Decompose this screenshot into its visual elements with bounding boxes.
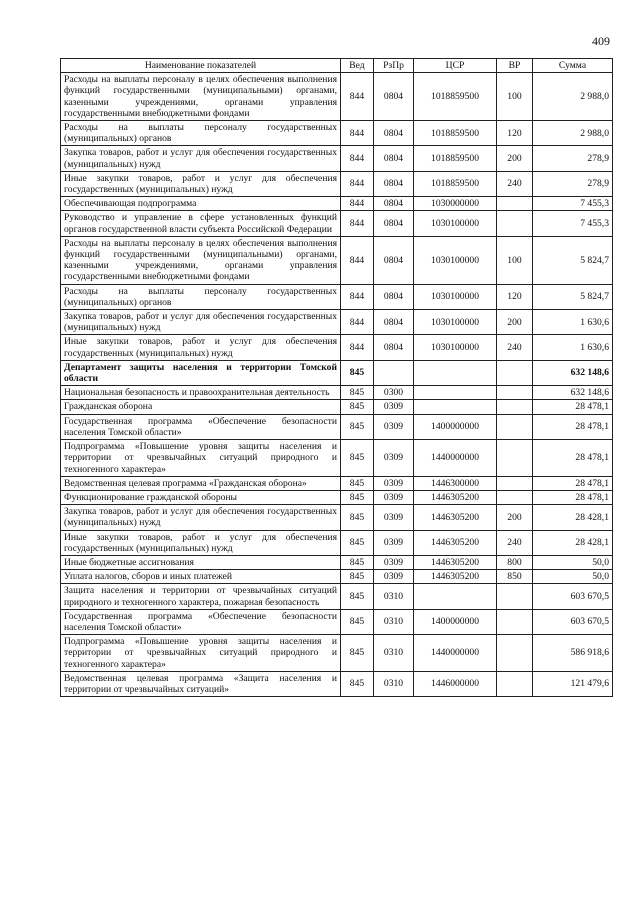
header-ved: Вед bbox=[341, 59, 374, 73]
cell-sum: 586 918,6 bbox=[533, 635, 613, 672]
table-row bbox=[61, 476, 613, 490]
cell-sum: 50,0 bbox=[533, 570, 613, 584]
cell-csr bbox=[414, 400, 497, 414]
cell-sum: 28 478,1 bbox=[533, 490, 613, 504]
table-row bbox=[61, 530, 613, 555]
cell-vr: 200 bbox=[497, 505, 533, 530]
cell-name: Иные закупки товаров, работ и услуг для обеспечения государственных (муниципальных) нужд bbox=[61, 530, 341, 555]
cell-sum: 2 988,0 bbox=[533, 121, 613, 146]
cell-sum: 28 428,1 bbox=[533, 530, 613, 555]
cell-ved: 845 bbox=[341, 440, 374, 477]
cell-sum: 5 824,7 bbox=[533, 236, 613, 284]
cell-vr bbox=[497, 490, 533, 504]
cell-rzpr: 0309 bbox=[374, 530, 414, 555]
table-row bbox=[61, 635, 613, 672]
table-row bbox=[61, 284, 613, 309]
cell-name: Расходы на выплаты персоналу в целях обеспечения выполнения функций государственными (муниципальными) органами, казенными учреждениями, органами управления государственными внебюджетными фондами bbox=[61, 236, 341, 284]
cell-csr: 1030000000 bbox=[414, 197, 497, 211]
cell-csr: 1446305200 bbox=[414, 555, 497, 569]
cell-rzpr: 0804 bbox=[374, 211, 414, 236]
cell-rzpr: 0804 bbox=[374, 171, 414, 196]
cell-rzpr: 0804 bbox=[374, 146, 414, 171]
cell-csr: 1030100000 bbox=[414, 211, 497, 236]
cell-csr: 1400000000 bbox=[414, 414, 497, 439]
cell-name: Закупка товаров, работ и услуг для обеспечения государственных (муниципальных) нужд bbox=[61, 505, 341, 530]
table-header-row bbox=[61, 59, 613, 73]
cell-vr bbox=[497, 635, 533, 672]
header-sum: Сумма bbox=[533, 59, 613, 73]
cell-csr bbox=[414, 584, 497, 609]
cell-sum: 1 630,6 bbox=[533, 310, 613, 335]
cell-sum: 278,9 bbox=[533, 171, 613, 196]
table-row bbox=[61, 236, 613, 284]
cell-sum: 28 428,1 bbox=[533, 505, 613, 530]
cell-name: Расходы на выплаты персоналу в целях обеспечения выполнения функций государственными (муниципальными) органами, казенными учреждениями, органами управления государственными внебюджетными фондами bbox=[61, 73, 341, 121]
cell-csr: 1446000000 bbox=[414, 671, 497, 696]
cell-vr: 240 bbox=[497, 530, 533, 555]
cell-rzpr: 0309 bbox=[374, 440, 414, 477]
cell-ved: 845 bbox=[341, 414, 374, 439]
cell-vr: 240 bbox=[497, 171, 533, 196]
cell-sum: 1 630,6 bbox=[533, 335, 613, 360]
cell-vr: 120 bbox=[497, 284, 533, 309]
header-csr: ЦСР bbox=[414, 59, 497, 73]
cell-csr: 1440000000 bbox=[414, 635, 497, 672]
cell-csr: 1446305200 bbox=[414, 530, 497, 555]
cell-rzpr: 0309 bbox=[374, 476, 414, 490]
cell-sum: 28 478,1 bbox=[533, 400, 613, 414]
table-row bbox=[61, 146, 613, 171]
cell-ved: 845 bbox=[341, 490, 374, 504]
cell-rzpr: 0804 bbox=[374, 121, 414, 146]
cell-ved: 845 bbox=[341, 555, 374, 569]
cell-name: Закупка товаров, работ и услуг для обеспечения государственных (муниципальных) нужд bbox=[61, 146, 341, 171]
cell-ved: 844 bbox=[341, 146, 374, 171]
cell-sum: 28 478,1 bbox=[533, 414, 613, 439]
cell-rzpr: 0309 bbox=[374, 400, 414, 414]
table-body bbox=[61, 73, 613, 697]
cell-name: Государственная программа «Обеспечение безопасности населения Томской области» bbox=[61, 414, 341, 439]
cell-csr bbox=[414, 386, 497, 400]
cell-vr bbox=[497, 360, 533, 385]
cell-rzpr: 0309 bbox=[374, 570, 414, 584]
cell-sum: 5 824,7 bbox=[533, 284, 613, 309]
cell-csr: 1030100000 bbox=[414, 236, 497, 284]
table-row bbox=[61, 211, 613, 236]
cell-vr bbox=[497, 400, 533, 414]
cell-csr: 1446305200 bbox=[414, 490, 497, 504]
cell-sum: 7 455,3 bbox=[533, 197, 613, 211]
cell-csr: 1446305200 bbox=[414, 505, 497, 530]
cell-sum: 7 455,3 bbox=[533, 211, 613, 236]
cell-ved: 844 bbox=[341, 211, 374, 236]
cell-csr: 1440000000 bbox=[414, 440, 497, 477]
cell-sum: 2 988,0 bbox=[533, 73, 613, 121]
cell-csr: 1018859500 bbox=[414, 121, 497, 146]
cell-ved: 845 bbox=[341, 386, 374, 400]
cell-name: Гражданская оборона bbox=[61, 400, 341, 414]
cell-name: Иные закупки товаров, работ и услуг для обеспечения государственных (муниципальных) нужд bbox=[61, 335, 341, 360]
cell-ved: 844 bbox=[341, 73, 374, 121]
cell-ved: 844 bbox=[341, 310, 374, 335]
table-row bbox=[61, 490, 613, 504]
cell-csr: 1018859500 bbox=[414, 171, 497, 196]
table-row bbox=[61, 570, 613, 584]
cell-rzpr: 0804 bbox=[374, 236, 414, 284]
header-name: Наименование показателей bbox=[61, 59, 341, 73]
cell-csr: 1400000000 bbox=[414, 609, 497, 634]
cell-name: Национальная безопасность и правоохранительная деятельность bbox=[61, 386, 341, 400]
cell-sum: 121 479,6 bbox=[533, 671, 613, 696]
cell-csr: 1030100000 bbox=[414, 284, 497, 309]
cell-csr: 1030100000 bbox=[414, 335, 497, 360]
cell-name: Расходы на выплаты персоналу государственных (муниципальных) органов bbox=[61, 121, 341, 146]
cell-ved: 844 bbox=[341, 197, 374, 211]
cell-name: Руководство и управление в сфере установленных функций органов государственной власти субъекта Российской Федерации bbox=[61, 211, 341, 236]
cell-csr: 1446300000 bbox=[414, 476, 497, 490]
cell-vr: 800 bbox=[497, 555, 533, 569]
table-row bbox=[61, 414, 613, 439]
cell-rzpr: 0804 bbox=[374, 335, 414, 360]
cell-vr: 850 bbox=[497, 570, 533, 584]
cell-csr bbox=[414, 360, 497, 385]
page-number: 409 bbox=[592, 34, 610, 48]
cell-vr: 100 bbox=[497, 73, 533, 121]
cell-name: Ведомственная целевая программа «Защита населения и территории от чрезвычайных ситуаций» bbox=[61, 671, 341, 696]
cell-ved: 845 bbox=[341, 505, 374, 530]
table-row bbox=[61, 400, 613, 414]
cell-sum: 632 148,6 bbox=[533, 386, 613, 400]
cell-sum: 28 478,1 bbox=[533, 440, 613, 477]
cell-name: Функционирование гражданской обороны bbox=[61, 490, 341, 504]
cell-rzpr: 0804 bbox=[374, 73, 414, 121]
cell-name: Иные бюджетные ассигнования bbox=[61, 555, 341, 569]
cell-sum: 632 148,6 bbox=[533, 360, 613, 385]
budget-table bbox=[60, 58, 613, 697]
cell-rzpr: 0310 bbox=[374, 671, 414, 696]
cell-ved: 844 bbox=[341, 236, 374, 284]
cell-sum: 50,0 bbox=[533, 555, 613, 569]
table-row bbox=[61, 386, 613, 400]
cell-vr bbox=[497, 197, 533, 211]
table-row bbox=[61, 171, 613, 196]
table-row bbox=[61, 440, 613, 477]
header-rzpr: РзПр bbox=[374, 59, 414, 73]
table-row bbox=[61, 671, 613, 696]
cell-vr: 100 bbox=[497, 236, 533, 284]
cell-name: Иные закупки товаров, работ и услуг для обеспечения государственных (муниципальных) нужд bbox=[61, 171, 341, 196]
cell-vr bbox=[497, 671, 533, 696]
cell-rzpr: 0309 bbox=[374, 414, 414, 439]
cell-ved: 845 bbox=[341, 635, 374, 672]
cell-ved: 845 bbox=[341, 530, 374, 555]
table-row bbox=[61, 121, 613, 146]
cell-rzpr bbox=[374, 360, 414, 385]
cell-ved: 845 bbox=[341, 584, 374, 609]
cell-vr bbox=[497, 211, 533, 236]
table-row bbox=[61, 73, 613, 121]
cell-name: Ведомственная целевая программа «Гражданская оборона» bbox=[61, 476, 341, 490]
table-row bbox=[61, 609, 613, 634]
cell-sum: 603 670,5 bbox=[533, 584, 613, 609]
cell-name: Департамент защиты населения и территории Томской области bbox=[61, 360, 341, 385]
cell-rzpr: 0804 bbox=[374, 197, 414, 211]
cell-sum: 603 670,5 bbox=[533, 609, 613, 634]
cell-name: Государственная программа «Обеспечение безопасности населения Томской области» bbox=[61, 609, 341, 634]
cell-vr: 120 bbox=[497, 121, 533, 146]
cell-vr: 200 bbox=[497, 146, 533, 171]
table-row bbox=[61, 310, 613, 335]
cell-ved: 844 bbox=[341, 284, 374, 309]
table-row bbox=[61, 335, 613, 360]
table-row bbox=[61, 555, 613, 569]
cell-vr: 200 bbox=[497, 310, 533, 335]
cell-vr bbox=[497, 386, 533, 400]
table-row bbox=[61, 505, 613, 530]
cell-sum: 278,9 bbox=[533, 146, 613, 171]
table-row bbox=[61, 197, 613, 211]
cell-rzpr: 0310 bbox=[374, 609, 414, 634]
cell-rzpr: 0804 bbox=[374, 284, 414, 309]
header-vr: ВР bbox=[497, 59, 533, 73]
cell-sum: 28 478,1 bbox=[533, 476, 613, 490]
cell-name: Уплата налогов, сборов и иных платежей bbox=[61, 570, 341, 584]
cell-rzpr: 0310 bbox=[374, 584, 414, 609]
cell-csr: 1018859500 bbox=[414, 146, 497, 171]
cell-rzpr: 0309 bbox=[374, 490, 414, 504]
cell-csr: 1018859500 bbox=[414, 73, 497, 121]
cell-name: Подпрограмма «Повышение уровня защиты населения и территории от чрезвычайных ситуаций природного и техногенного характера» bbox=[61, 635, 341, 672]
cell-ved: 845 bbox=[341, 671, 374, 696]
cell-vr bbox=[497, 609, 533, 634]
cell-name: Расходы на выплаты персоналу государственных (муниципальных) органов bbox=[61, 284, 341, 309]
cell-ved: 844 bbox=[341, 171, 374, 196]
cell-name: Закупка товаров, работ и услуг для обеспечения государственных (муниципальных) нужд bbox=[61, 310, 341, 335]
cell-csr: 1030100000 bbox=[414, 310, 497, 335]
table-row bbox=[61, 584, 613, 609]
cell-rzpr: 0310 bbox=[374, 635, 414, 672]
cell-rzpr: 0804 bbox=[374, 310, 414, 335]
cell-ved: 845 bbox=[341, 400, 374, 414]
cell-ved: 845 bbox=[341, 360, 374, 385]
cell-ved: 845 bbox=[341, 476, 374, 490]
cell-vr bbox=[497, 440, 533, 477]
cell-rzpr: 0300 bbox=[374, 386, 414, 400]
cell-ved: 844 bbox=[341, 121, 374, 146]
cell-name: Защита населения и территории от чрезвычайных ситуаций природного и техногенного характера, пожарная безопасность bbox=[61, 584, 341, 609]
cell-vr: 240 bbox=[497, 335, 533, 360]
cell-rzpr: 0309 bbox=[374, 505, 414, 530]
cell-name: Подпрограмма «Повышение уровня защиты населения и территории от чрезвычайных ситуаций природного и техногенного характера» bbox=[61, 440, 341, 477]
table-row bbox=[61, 360, 613, 385]
cell-vr bbox=[497, 476, 533, 490]
cell-vr bbox=[497, 414, 533, 439]
cell-csr: 1446305200 bbox=[414, 570, 497, 584]
cell-name: Обеспечивающая подпрограмма bbox=[61, 197, 341, 211]
cell-vr bbox=[497, 584, 533, 609]
cell-ved: 844 bbox=[341, 335, 374, 360]
cell-rzpr: 0309 bbox=[374, 555, 414, 569]
cell-ved: 845 bbox=[341, 570, 374, 584]
cell-ved: 845 bbox=[341, 609, 374, 634]
